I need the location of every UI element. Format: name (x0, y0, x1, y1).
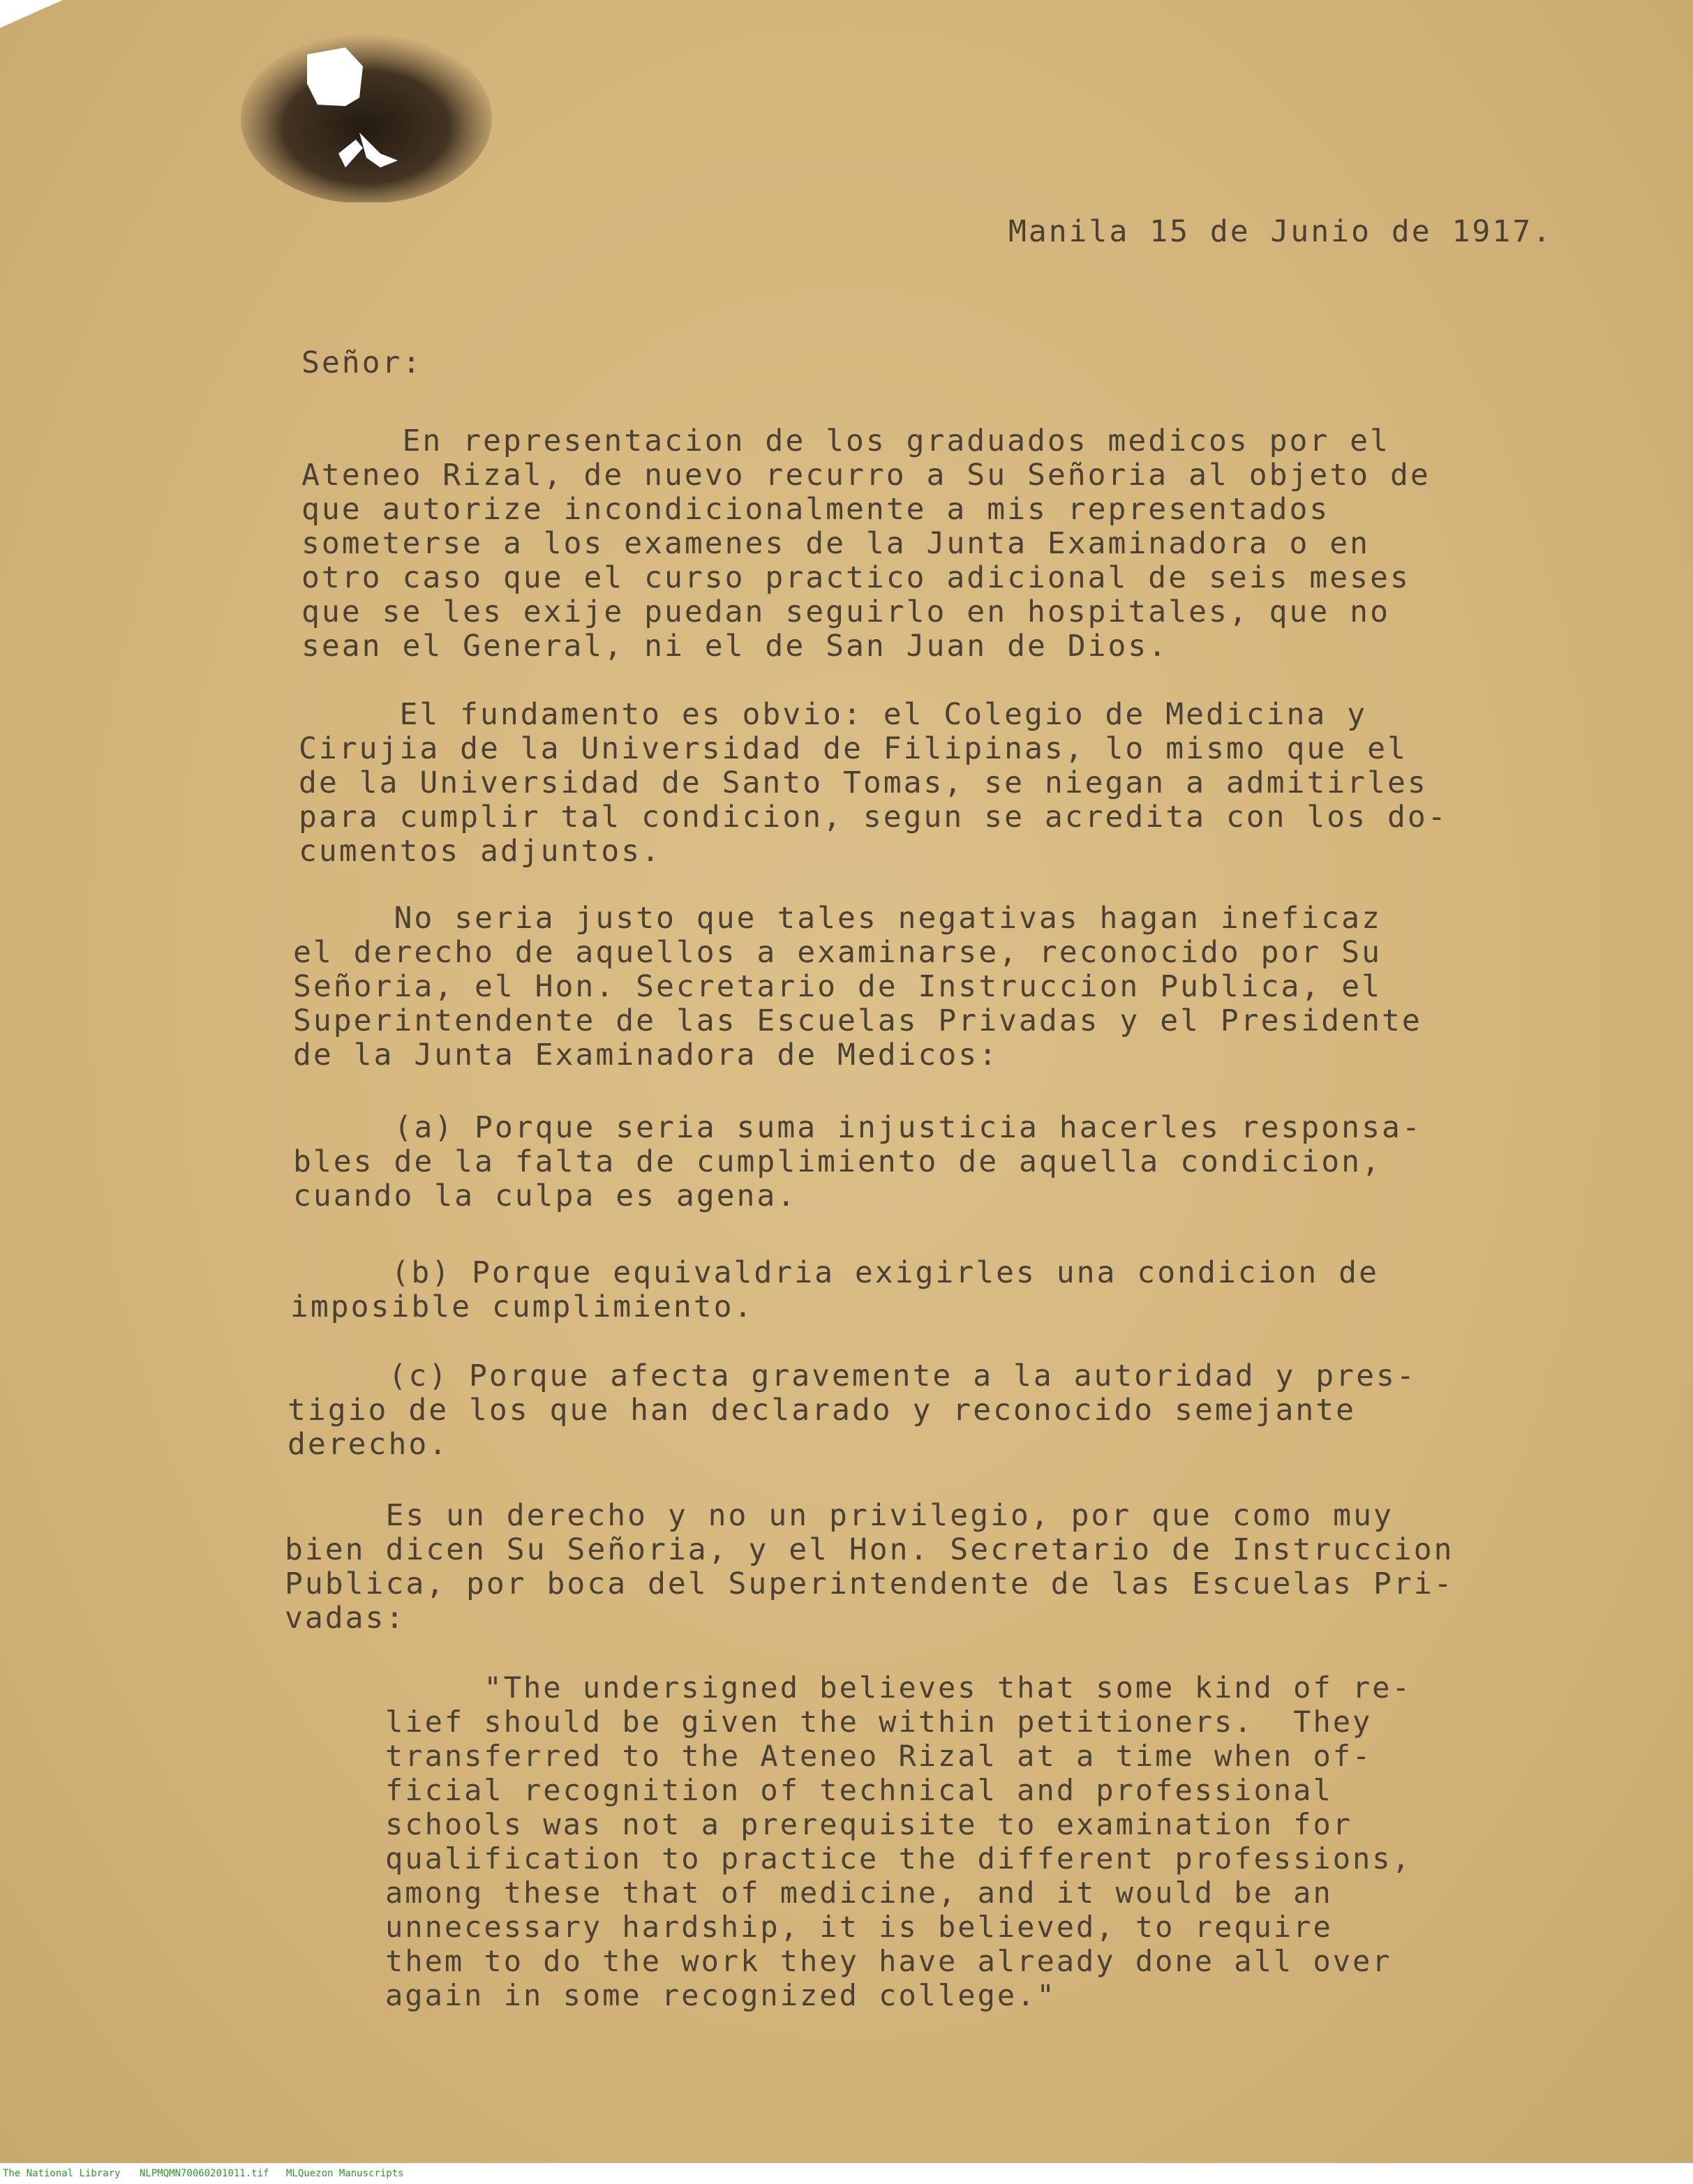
point-b: (b) Porque equivaldria exigirles una condicion de imposible cumplimiento. (290, 1255, 1379, 1324)
footer-file: NLPMQMN70060201011.tif (140, 2168, 269, 2179)
torn-corner (0, 0, 63, 28)
paragraph-2: El fundamento es obvio: el Colegio de Medicina y Cirujia de la Universidad de Filipinas, lo mismo que el de la Universidad de Santo Tomas, se niegan a admitirles para cumplir tal condicion, segun se acredita con los do- cumentos adjuntos. (299, 697, 1448, 869)
letter-date: Manila 15 de Junio de 1917. (1008, 214, 1553, 249)
salutation: Señor: (301, 345, 423, 380)
paragraph-1: En representacion de los graduados medicos por el Ateneo Rizal, de nuevo recurro a Su Señoria al objeto de que autorize incondicionalmente a mis representados someterse a los examenes de la Junta Examinadora o en otro caso que el curso practico adicional de seis meses que se les exije puedan seguirlo en hospitales, que no sean el General, ni el de San Juan de Dios. (301, 424, 1431, 664)
paragraph-4: Es un derecho y no un privilegio, por que como muy bien dicen Su Señoria, y el Hon. Secretario de Instruccion Publica, por boca del Superintendente de las Escuelas Pri- vadas: (285, 1498, 1454, 1636)
block-quote: "The undersigned believes that some kind of re- lief should be given the within petitioners. They transferred to the Ateneo Rizal at a time when of- ficial recognition of technical and professional schools was not a prerequisite to examination for qualification to practice the different professions, among these that of medicine, and it would be an unnecessary hardship, it is believed, to require them to do the work they have already done all over again in some recognized college." (385, 1670, 1412, 2012)
footer-library: The National Library (3, 2168, 121, 2179)
point-c: (c) Porque afecta gravemente a la autoridad y pres- tigio de los que han declarado y reconocido semejante derecho. (288, 1359, 1417, 1462)
paragraph-3: No seria justo que tales negativas hagan ineficaz el derecho de aquellos a examinarse, reconocido por Su Señoria, el Hon. Secretario de Instruccion Publica, el Superintendente de las Escuelas Privadas y el Presidente de la Junta Examinadora de Medicos: (293, 901, 1422, 1072)
burn-mark (241, 28, 492, 202)
archive-footer (0, 2163, 1693, 2184)
footer-collection: MLQuezon Manuscripts (286, 2168, 404, 2179)
point-a: (a) Porque seria suma injusticia hacerles responsa- bles de la falta de cumplimiento de aquella condicion, cuando la culpa es agena. (293, 1110, 1422, 1213)
